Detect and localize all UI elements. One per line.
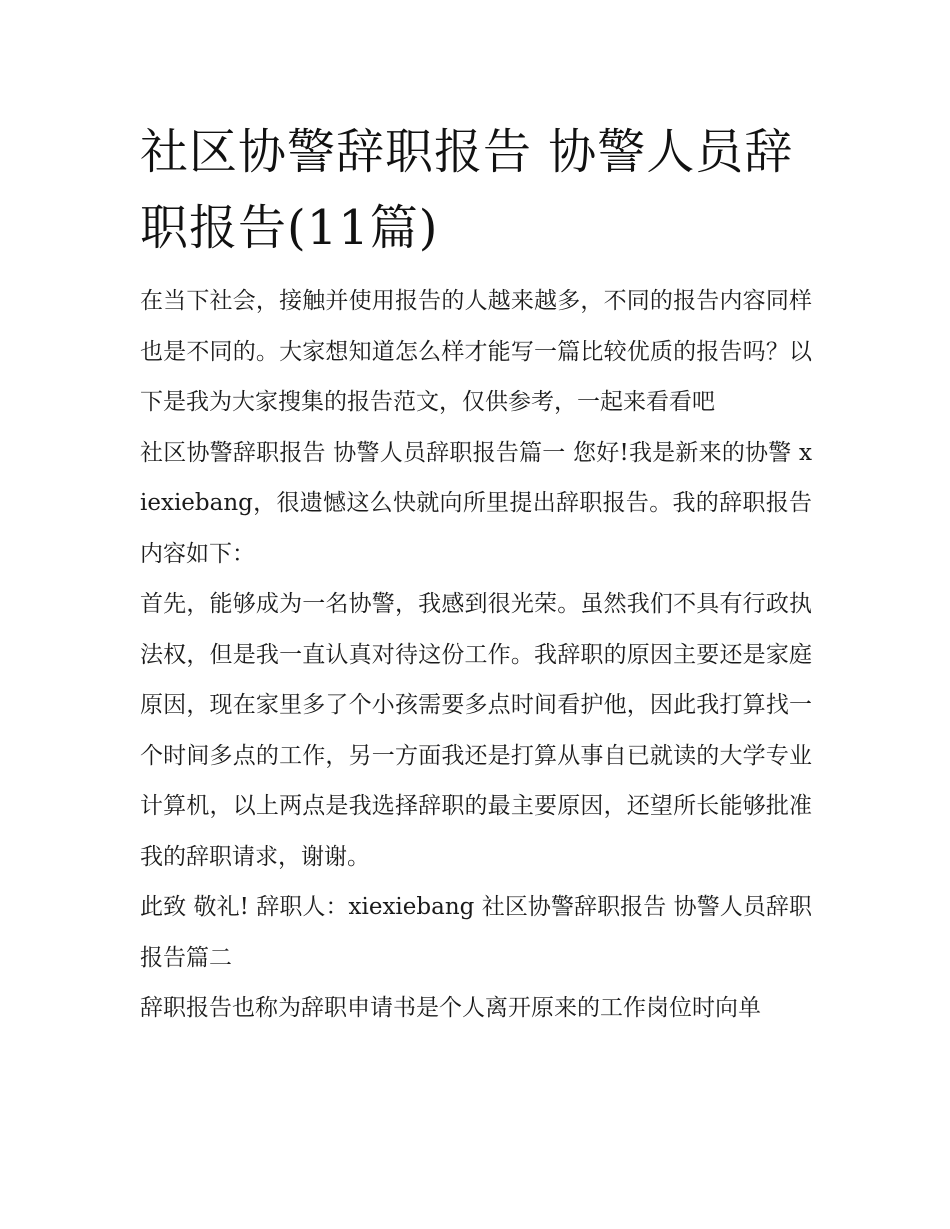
paragraph-article-one: 社区协警辞职报告 协警人员辞职报告篇一 您好!我是新来的协警 xiexiebang，很遗憾这么快就向所里提出辞职报告。我的辞职报告内容如下： xyxy=(140,439,812,567)
document-title: 社区协警辞职报告 协警人员辞职报告(11篇) xyxy=(140,124,794,256)
paragraph-intro: 在当下社会，接触并使用报告的人越来越多，不同的报告内容同样也是不同的。大家想知道怎么样才能写一篇比较优质的报告吗？以下是我为大家搜集的报告范文，仅供参考，一起来看看吧 xyxy=(140,288,812,415)
paragraph-reasons: 首先，能够成为一名协警，我感到很光荣。虽然我们不具有行政执法权，但是我一直认真对待这份工作。我辞职的原因主要还是家庭原因，现在家里多了个小孩需要多点时间看护他，因此我打算找一个时间多点的工作，另一方面我还是打算从事自已就读的大学专业计算机，以上两点是我选择辞职的最主要原因，还望所长能够批准我的辞职请求，谢谢。 xyxy=(140,591,812,870)
paragraph-closing: 此致 敬礼! 辞职人：xiexiebang 社区协警辞职报告 协警人员辞职报告篇二 xyxy=(140,894,812,971)
paragraph-article-two: 辞职报告也称为辞职申请书是个人离开原来的工作岗位时向单 xyxy=(140,995,761,1021)
document-body xyxy=(140,276,812,1034)
